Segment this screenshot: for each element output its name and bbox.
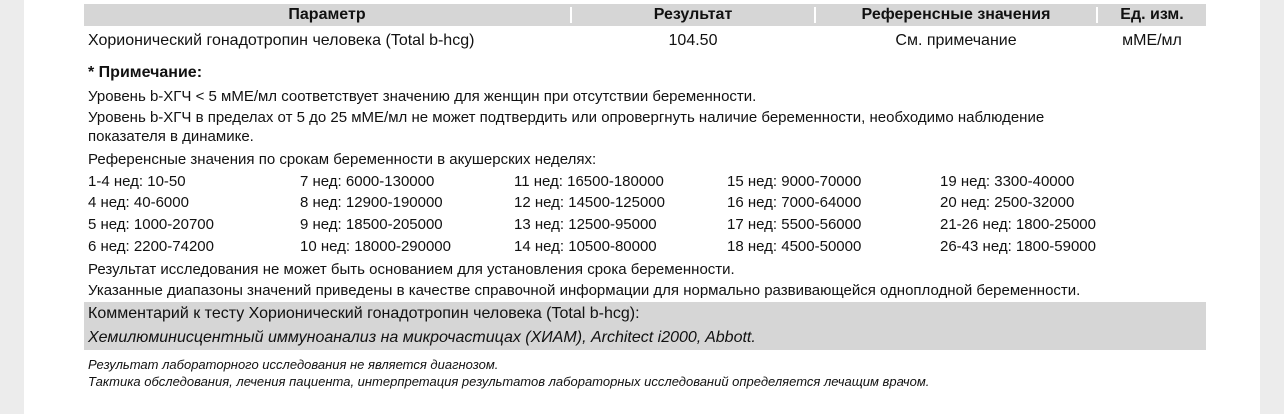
week-range: 7 нед: 6000-130000 <box>300 173 435 190</box>
week-range: 17 нед: 5500-56000 <box>727 216 862 233</box>
header-result: Результат <box>653 6 733 23</box>
table-header <box>84 4 1206 26</box>
header-parameter: Параметр <box>288 6 366 23</box>
row-parameter: Хорионический гонадотропин человека (Total b-hcg) <box>88 32 475 49</box>
week-range: 12 нед: 14500-125000 <box>514 194 665 211</box>
comment-box <box>84 302 1206 350</box>
footer-disclaimer: Результат лабораторного исследования не является диагнозом. <box>88 357 499 372</box>
note-line: показателя в динамике. <box>88 128 254 145</box>
week-range: 11 нед: 16500-180000 <box>514 173 664 190</box>
week-range: 8 нед: 12900-190000 <box>300 194 443 211</box>
note-line: Результат исследования не может быть основанием для установления срока беременности. <box>88 261 735 278</box>
week-range: 16 нед: 7000-64000 <box>727 194 862 211</box>
week-range: 6 нед: 2200-74200 <box>88 238 214 255</box>
week-range: 4 нед: 40-6000 <box>88 194 189 211</box>
week-range: 19 нед: 3300-40000 <box>940 173 1075 190</box>
week-range: 5 нед: 1000-20700 <box>88 216 214 233</box>
week-range: 9 нед: 18500-205000 <box>300 216 443 233</box>
row-unit: мМЕ/мл <box>1122 32 1182 49</box>
week-range: 26-43 нед: 1800-59000 <box>940 238 1096 255</box>
note-line: Уровень b-ХГЧ в пределах от 5 до 25 мМЕ/мл не может подтвердить или опровергнуть наличие беременности, необходимо наблюдение <box>88 109 1045 126</box>
note-line: Указанные диапазоны значений приведены в качестве справочной информации для нормально развивающейся одноплодной беременности. <box>88 282 1081 299</box>
header-reference: Референсные значения <box>861 6 1051 23</box>
week-range: 1-4 нед: 10-50 <box>88 173 186 190</box>
note-line: Уровень b-ХГЧ < 5 мМЕ/мл соответствует значению для женщин при отсутствии беременности. <box>88 88 757 105</box>
note-title: * Примечание: <box>88 64 203 81</box>
week-range: 18 нед: 4500-50000 <box>727 238 862 255</box>
header-unit: Ед. изм. <box>1120 6 1184 23</box>
week-range: 20 нед: 2500-32000 <box>940 194 1075 211</box>
comment-title: Комментарий к тесту Хорионический гонадотропин человека (Total b-hcg): <box>88 305 640 322</box>
row-result: 104.50 <box>668 32 718 49</box>
footer-disclaimer: Тактика обследования, лечения пациента, интерпретация результатов лабораторных исследований определяется лечащим врачом. <box>88 374 930 389</box>
row-reference: См. примечание <box>895 32 1017 49</box>
note-line: Референсные значения по срокам беременности в акушерских неделях: <box>88 151 597 168</box>
week-range: 14 нед: 10500-80000 <box>514 238 657 255</box>
week-range: 13 нед: 12500-95000 <box>514 216 657 233</box>
week-range: 15 нед: 9000-70000 <box>727 173 862 190</box>
week-range: 10 нед: 18000-290000 <box>300 238 451 255</box>
comment-method: Хемилюминисцентный иммуноанализ на микрочастицах (ХИАМ), Architect i2000, Abbott. <box>88 329 756 346</box>
week-range: 21-26 нед: 1800-25000 <box>940 216 1096 233</box>
